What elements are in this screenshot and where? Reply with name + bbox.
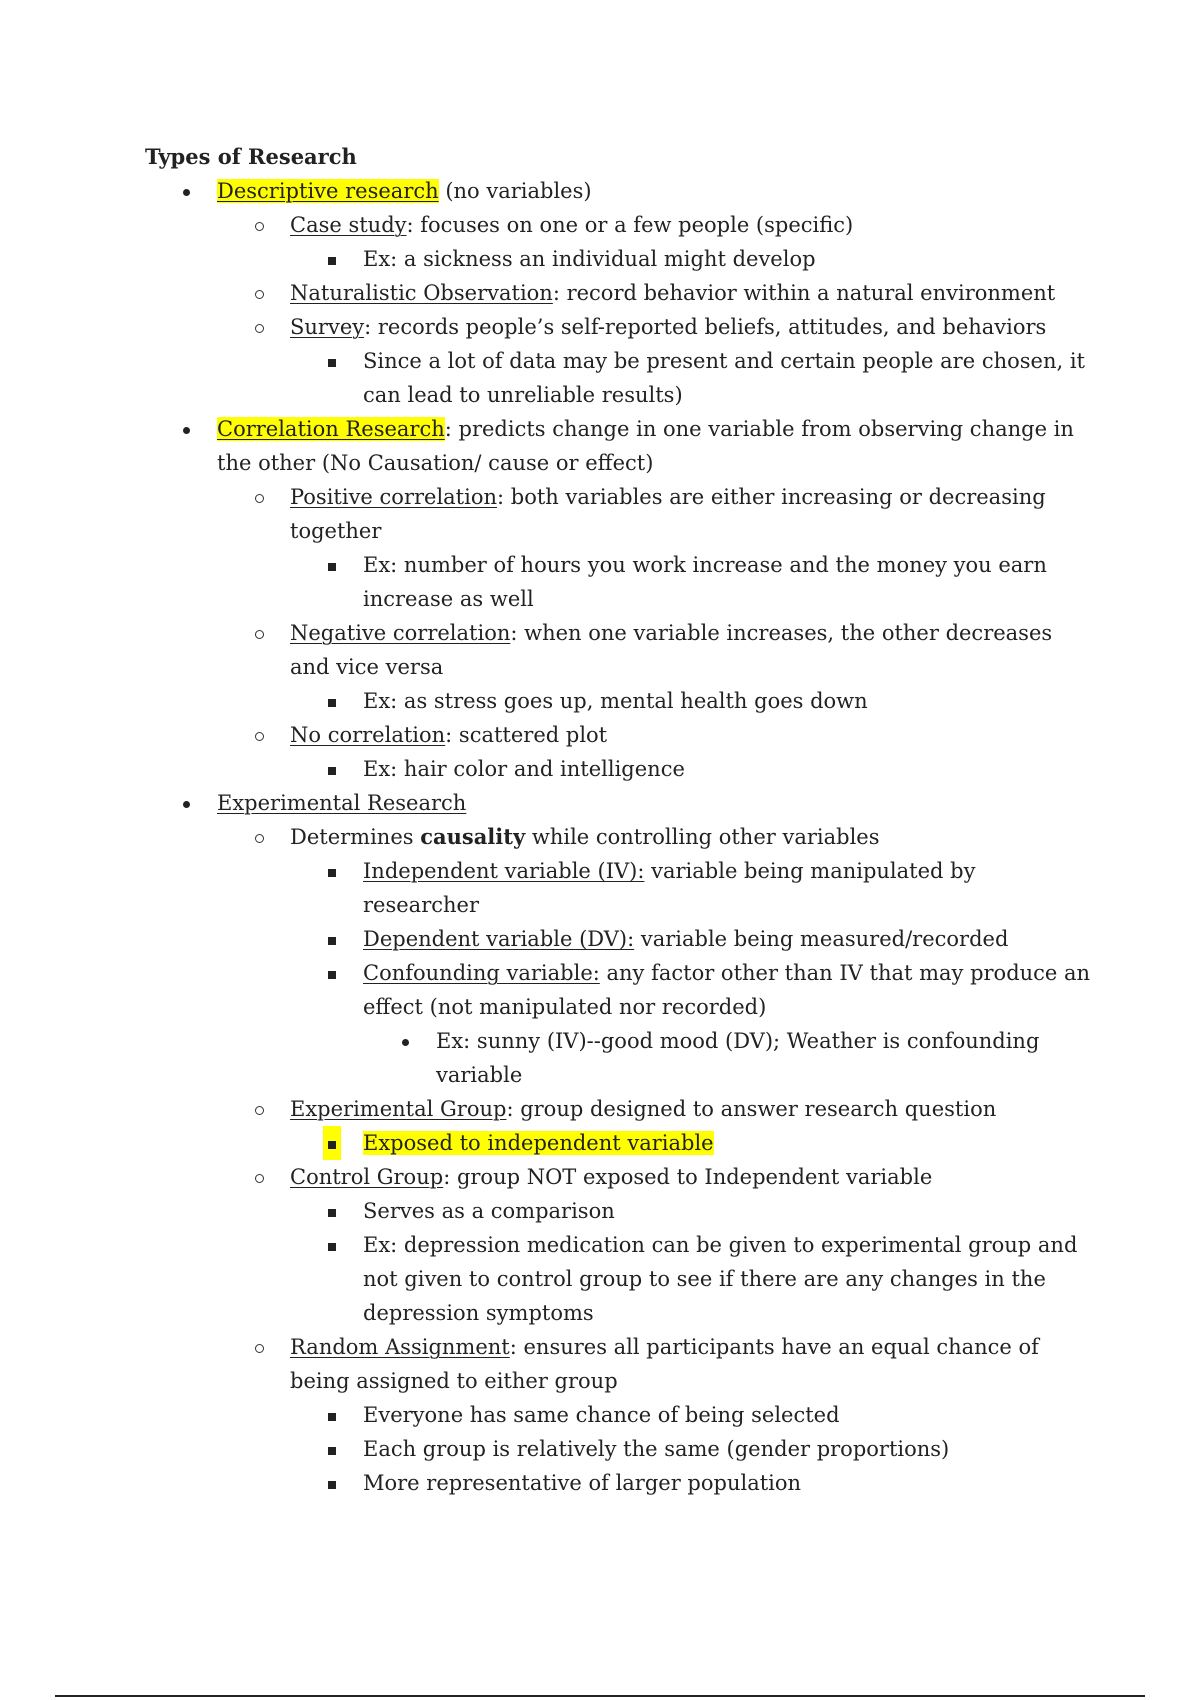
square-bullet-icon [323, 956, 341, 990]
square-bullet-icon [323, 1466, 341, 1500]
underlined-term: Experimental Group [290, 1097, 507, 1121]
underlined-term: Control Group [290, 1165, 444, 1189]
item-description: : predicts change in one variable from observing change in the other (No Causation/ cause or effect) [217, 417, 1074, 475]
circle-bullet-icon [250, 1330, 268, 1364]
circle-bullet-icon [250, 480, 268, 514]
item-description: Everyone has same chance of being selected [363, 1403, 840, 1427]
item-description: : record behavior within a natural environment [552, 281, 1056, 305]
outline-item-level-2 [145, 208, 1095, 242]
outline-item-level-3 [145, 956, 1095, 1024]
outline-item-text [290, 621, 1052, 679]
square-bullet-icon [323, 1194, 341, 1228]
disc-bullet-icon [177, 174, 195, 208]
outline-item-text [363, 757, 685, 781]
item-description: (no variables) [438, 179, 592, 203]
item-description: variable being measured/recorded [634, 927, 1009, 951]
disc-bullet-icon [396, 1024, 414, 1058]
disc-bullet-icon [177, 412, 195, 446]
item-description: while controlling other variables [525, 825, 880, 849]
underlined-term: Negative correlation [290, 621, 511, 645]
square-bullet-icon [323, 242, 341, 276]
outline-item-level-3 [145, 922, 1095, 956]
underlined-term: Dependent variable (DV): [363, 927, 635, 951]
item-description: Since a lot of data may be present and certain people are chosen, it can lead to unreliable results) [363, 349, 1085, 407]
outline-item-text [217, 417, 1074, 475]
item-description: Ex: a sickness an individual might develop [363, 247, 816, 271]
outline-item-level-2 [145, 820, 1095, 854]
item-description: : ensures all participants have an equal chance of being assigned to either group [290, 1335, 1039, 1393]
underlined-term: Naturalistic Observation [290, 281, 553, 305]
outline-item-level-3 [145, 1466, 1095, 1500]
square-bullet-icon [323, 684, 341, 718]
outline-item-level-3 [145, 242, 1095, 276]
outline-item-level-3 [145, 684, 1095, 718]
item-description: More representative of larger population [363, 1471, 802, 1495]
outline-item-level-3 [145, 1398, 1095, 1432]
circle-bullet-icon [250, 310, 268, 344]
underlined-term: Survey [290, 315, 365, 339]
circle-bullet-icon [250, 276, 268, 310]
outline-item-text [217, 791, 466, 815]
item-description: : when one variable increases, the other decreases and vice versa [290, 621, 1053, 679]
outline-item-text [363, 689, 868, 713]
document-title: Types of Research [145, 144, 357, 169]
outline-item-text [290, 723, 607, 747]
circle-bullet-icon [250, 820, 268, 854]
item-description: Ex: hair color and intelligence [363, 757, 685, 781]
outline-item-level-3 [145, 1432, 1095, 1466]
square-bullet-icon [323, 752, 341, 786]
outline-item-level-3 [145, 1194, 1095, 1228]
square-bullet-icon [323, 344, 341, 378]
outline-item-level-2 [145, 1092, 1095, 1126]
outline-item-text [290, 315, 1046, 339]
outline-item-level-1 [145, 174, 1095, 208]
outline-item-text [290, 1335, 1039, 1393]
circle-bullet-icon [250, 616, 268, 650]
outline-item-level-1 [145, 412, 1095, 480]
item-description: : scattered plot [445, 723, 608, 747]
outline-item-level-3 [145, 344, 1095, 412]
item-description: Serves as a comparison [363, 1199, 615, 1223]
outline-item-text [363, 961, 1090, 1019]
square-bullet-icon [323, 854, 341, 888]
item-description: Exposed to independent variable [363, 1131, 714, 1155]
outline-item-text [290, 213, 853, 237]
square-bullet-icon [323, 922, 341, 956]
underlined-term: Case study [290, 213, 407, 237]
item-description: : group NOT exposed to Independent variable [443, 1165, 933, 1189]
outline-item-text [363, 1233, 1077, 1325]
item-description: : records people’s self-reported beliefs, attitudes, and behaviors [364, 315, 1047, 339]
item-description: Each group is relatively the same (gender proportions) [363, 1437, 950, 1461]
outline-list [145, 174, 1095, 1500]
underlined-term: Confounding variable: [363, 961, 600, 985]
outline-item-level-2 [145, 276, 1095, 310]
outline-item-text [363, 1199, 615, 1223]
outline-item-level-2 [145, 616, 1095, 684]
outline-item-level-3 [145, 548, 1095, 616]
outline-item-level-2 [145, 480, 1095, 548]
circle-bullet-icon [250, 208, 268, 242]
outline-item-text [363, 1471, 801, 1495]
item-bold-term: causality [420, 824, 526, 849]
circle-bullet-icon [250, 1160, 268, 1194]
item-description: Ex: sunny (IV)--good mood (DV); Weather is confounding variable [436, 1029, 1040, 1087]
item-description: : both variables are either increasing or decreasing together [290, 485, 1046, 543]
outline-item-level-2 [145, 1160, 1095, 1194]
outline-item-level-4 [145, 1024, 1095, 1092]
outline-item-text [290, 281, 1055, 305]
outline-item-text [290, 1097, 996, 1121]
square-bullet-icon [323, 1398, 341, 1432]
square-bullet-icon [323, 1228, 341, 1262]
underlined-term: Experimental Research [217, 791, 467, 815]
outline-item-text [290, 1165, 932, 1189]
outline-item-text [363, 1131, 714, 1155]
outline-item-text [363, 1403, 840, 1427]
circle-bullet-icon [250, 718, 268, 752]
underlined-term: Independent variable (IV): [363, 859, 645, 883]
item-description: variable being manipulated by researcher [363, 859, 976, 917]
outline-item-level-1 [145, 786, 1095, 820]
item-description: : group designed to answer research question [506, 1097, 997, 1121]
item-prefix: Determines [290, 825, 421, 849]
page-bottom-rule [55, 1695, 1145, 1697]
underlined-term: No correlation [290, 723, 446, 747]
outline-item-text [363, 349, 1085, 407]
outline-item-level-3 [145, 1228, 1095, 1330]
item-description: any factor other than IV that may produce an effect (not manipulated nor recorded) [363, 961, 1091, 1019]
underlined-term: Positive correlation [290, 485, 498, 509]
outline-item-text [290, 485, 1046, 543]
item-description: Ex: depression medication can be given to experimental group and not given to control group to see if there are any changes in the depression symptoms [363, 1233, 1078, 1325]
outline-item-text [363, 927, 1008, 951]
circle-bullet-icon [250, 1092, 268, 1126]
outline-item-text [363, 859, 975, 917]
outline-item-text [217, 179, 592, 203]
square-bullet-icon [323, 1126, 341, 1160]
outline-item-level-3 [145, 752, 1095, 786]
outline-item-text [436, 1029, 1039, 1087]
outline-item-text [363, 247, 816, 271]
outline-item-level-2 [145, 718, 1095, 752]
outline-item-text [290, 825, 880, 849]
document-body [145, 140, 1095, 1500]
square-bullet-icon [323, 548, 341, 582]
highlighted-term: Descriptive research [217, 179, 439, 203]
outline-item-level-2 [145, 1330, 1095, 1398]
highlighted-term: Correlation Research [217, 417, 445, 441]
outline-item-level-3 [145, 1126, 1095, 1160]
underlined-term: Random Assignment [290, 1335, 510, 1359]
disc-bullet-icon [177, 786, 195, 820]
outline-item-level-3 [145, 854, 1095, 922]
item-description: Ex: number of hours you work increase and the money you earn increase as well [363, 553, 1047, 611]
outline-item-text [363, 1437, 949, 1461]
outline-item-text [363, 553, 1047, 611]
outline-item-level-2 [145, 310, 1095, 344]
item-description: : focuses on one or a few people (specific) [406, 213, 854, 237]
square-bullet-icon [323, 1432, 341, 1466]
item-description: Ex: as stress goes up, mental health goes down [363, 689, 868, 713]
